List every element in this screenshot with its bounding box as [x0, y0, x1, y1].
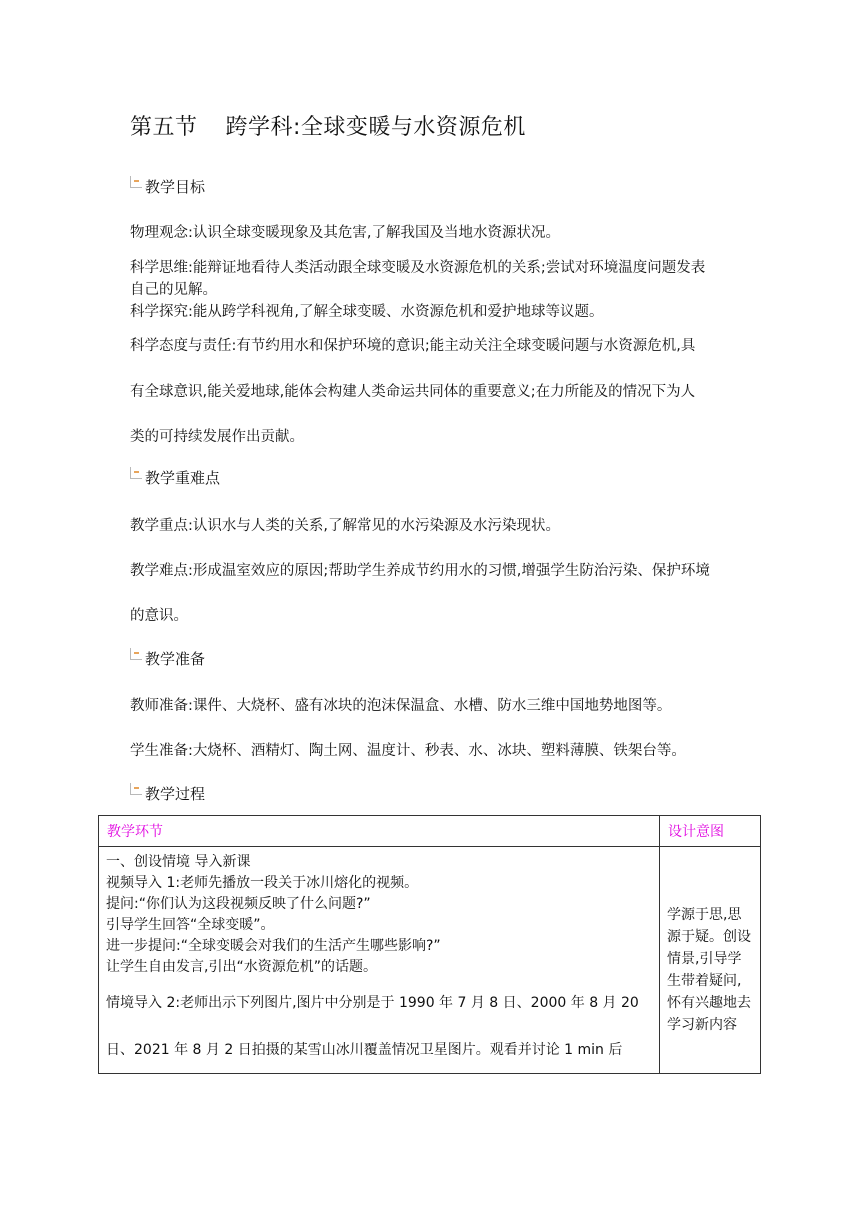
intent-line: 情景,引导学 — [667, 951, 742, 967]
title-topic: 跨学科:全球变暖与水资源危机 — [225, 115, 526, 140]
teacher-preparation: 教师准备:课件、大烧杯、盛有冰块的泡沫保温盒、水槽、防水三维中国地势地图等。 — [130, 698, 672, 714]
intent-line: 学源于思,思 — [667, 907, 742, 923]
section-heading-key-points: 教学重难点 — [130, 467, 220, 488]
objective-thinking: 科学思维:能辩证地看待人类活动跟全球变暖及水资源危机的关系;尝试对环境温度问题发表 — [130, 260, 706, 276]
header-teaching-stage: 教学环节 — [99, 816, 660, 847]
objective-thinking-cont: 自己的见解。 — [130, 282, 217, 298]
difficult-point-cont: 的意识。 — [130, 608, 188, 624]
section-heading-objectives: 教学目标 — [130, 176, 205, 197]
intent-cell — [660, 847, 761, 1074]
objective-attitude-cont: 有全球意识,能关爱地球,能体会构建人类命运共同体的重要意义;在力所能及的情况下为人 — [130, 384, 696, 400]
stage-cell — [99, 847, 660, 1074]
table-row — [99, 847, 761, 1074]
image-placeholder-icon — [130, 467, 142, 479]
objective-attitude: 科学态度与责任:有节约用水和保护环境的意识;能主动关注全球变暖问题与水资源危机,具 — [130, 338, 696, 354]
stage-line: 引导学生回答“全球变暖”。 — [106, 917, 275, 933]
image-placeholder-icon — [130, 176, 142, 188]
objective-attitude-end: 类的可持续发展作出贡献。 — [130, 429, 304, 445]
image-placeholder-icon — [130, 783, 142, 795]
stage-line: 视频导入 1:老师先播放一段关于冰川熔化的视频。 — [106, 875, 419, 891]
section-heading-process: 教学过程 — [130, 783, 205, 804]
stage-line: 情境导入 2:老师出示下列图片,图片中分别是于 1990 年 7 月 8 日、2000 年 8 月 20 — [106, 995, 639, 1011]
stage-line: 提问:“你们认为这段视频反映了什么问题?” — [106, 896, 371, 912]
section-heading-preparation: 教学准备 — [130, 648, 205, 669]
stage-line: 日、2021 年 8 月 2 日拍摄的某雪山冰川覆盖情况卫星图片。观看并讨论 1 min 后 — [106, 1042, 623, 1058]
page-title — [130, 110, 526, 141]
key-point: 教学重点:认识水与人类的关系,了解常见的水污染源及水污染现状。 — [130, 518, 560, 534]
stage-line: 进一步提问:“全球变暖会对我们的生活产生哪些影响?” — [106, 938, 441, 954]
image-placeholder-icon — [130, 648, 142, 660]
stage-line: 让学生自由发言,引出“水资源危机”的话题。 — [106, 959, 377, 975]
table-header-row — [99, 816, 761, 847]
title-section-number: 第五节 — [130, 115, 198, 140]
intent-line: 生带着疑问, — [667, 973, 742, 989]
objective-physics: 物理观念:认识全球变暖现象及其危害,了解我国及当地水资源状况。 — [130, 225, 560, 241]
stage-line: 一、创设情境 导入新课 — [106, 854, 251, 870]
difficult-point: 教学难点:形成温室效应的原因;帮助学生养成节约用水的习惯,增强学生防治污染、保护环境 — [130, 563, 710, 579]
header-design-intent: 设计意图 — [660, 816, 761, 847]
objective-inquiry: 科学探究:能从跨学科视角,了解全球变暖、水资源危机和爱护地球等议题。 — [130, 304, 604, 320]
intent-line: 学习新内容 — [667, 1017, 737, 1033]
process-table — [98, 815, 761, 1074]
student-preparation: 学生准备:大烧杯、酒精灯、陶土网、温度计、秒表、水、冰块、塑料薄膜、铁架台等。 — [130, 743, 686, 759]
intent-line: 怀有兴趣地去 — [667, 995, 751, 1011]
intent-line: 源于疑。创设 — [667, 929, 751, 945]
